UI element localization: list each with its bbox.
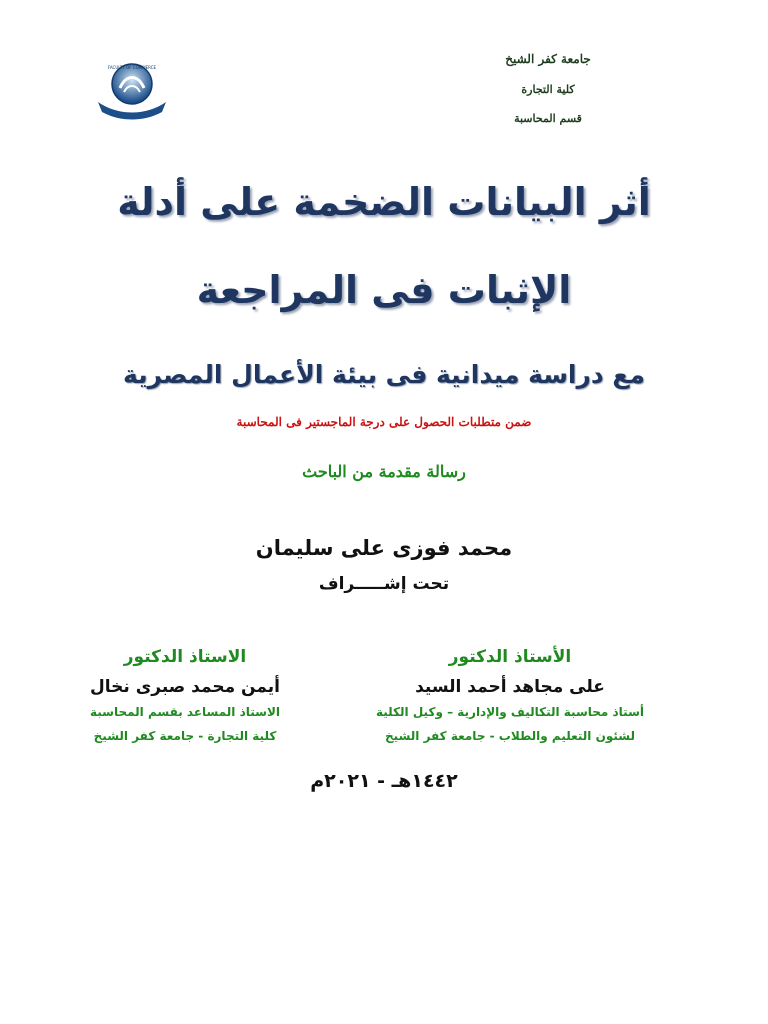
supervisor-left-role-1: الاستاذ المساعد بقسم المحاسبة: [89, 705, 280, 719]
department-name: قسم المحاسبة: [514, 112, 582, 125]
submitted-by: رسالة مقدمة من الباحث: [302, 462, 466, 481]
researcher-name: محمد فوزى على سليمان: [255, 536, 513, 560]
supervisor-right-role-2: لشئون التعليم والطلاب - جامعة كفر الشيخ: [385, 729, 635, 743]
subtitle: مع دراسة ميدانية فى بيئة الأعمال المصرية: [123, 360, 645, 389]
supervisor-right-role-1: أستاذ محاسبة التكاليف والإدارية – وكيل الكلية: [376, 705, 644, 719]
supervisor-left-name: أيمن محمد صبرى نخال: [90, 677, 280, 697]
university-logo: [90, 58, 174, 122]
supervisor-right-title: الأستاذ الدكتور: [448, 647, 572, 667]
university-logo-icon: [90, 58, 174, 122]
faculty-name: كلية التجارة: [521, 83, 575, 96]
supervision-label: تحت إشـــــراف: [318, 574, 450, 594]
supervisor-left: [60, 647, 310, 743]
university-name: جامعة كفر الشيخ: [505, 52, 591, 66]
degree-requirement: ضمن متطلبات الحصول على درجة الماجستير فى المحاسبة: [236, 415, 532, 429]
logo-text: FACULTY OF COMMERCE: [107, 65, 157, 70]
supervisor-right-name: على مجاهد أحمد السيد: [415, 677, 605, 697]
title-line-2: الإثبات فى المراجعة: [196, 268, 572, 312]
supervisor-left-role-2: كلية التجارة - جامعة كفر الشيخ: [93, 729, 277, 743]
title-line-1: أثر البيانات الضخمة على أدلة: [117, 180, 651, 224]
supervisor-left-title: الاستاذ الدكتور: [123, 647, 247, 667]
supervisor-right: [340, 647, 680, 743]
date: ١٤٤٢هـ - ٢٠٢١م: [310, 770, 458, 792]
